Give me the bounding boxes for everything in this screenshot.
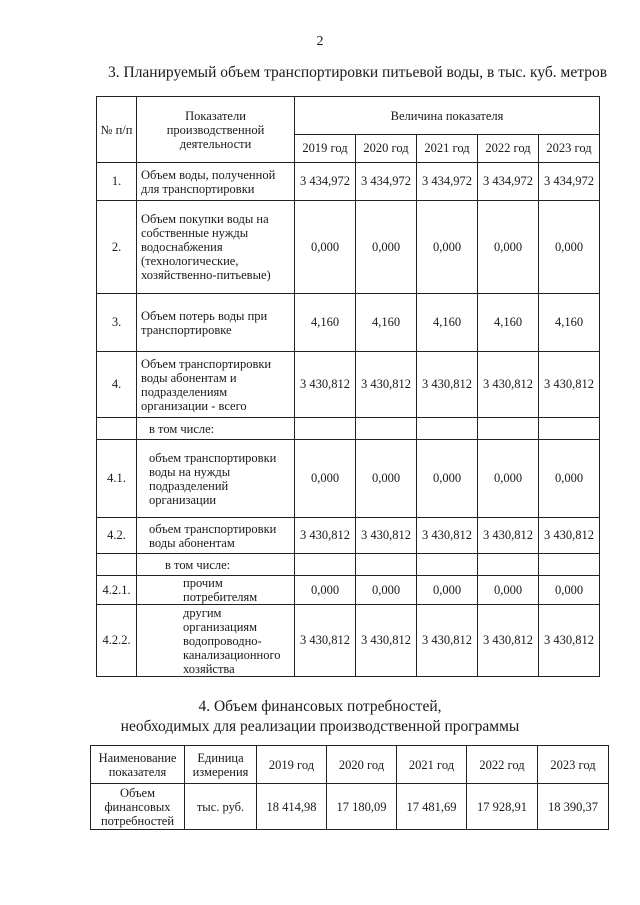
- row-num: 4.2.2.: [97, 605, 137, 677]
- year-header: 2023 год: [538, 746, 609, 784]
- row-value: 3 430,812: [417, 605, 478, 677]
- row-value: 3 430,812: [295, 605, 356, 677]
- row-value: 3 430,812: [356, 352, 417, 418]
- row-num: 4.1.: [97, 440, 137, 518]
- header-indicator: Показатели производственной деятельности: [137, 97, 295, 163]
- row-name: Объем потерь воды при транспортировке: [137, 294, 295, 352]
- row-value: [539, 418, 600, 440]
- row-name: Объем финансовых потребностей: [91, 784, 185, 830]
- row-unit: тыс. руб.: [185, 784, 257, 830]
- row-value: 3 430,812: [295, 518, 356, 554]
- row-name: в том числе:: [137, 554, 295, 576]
- row-value: 0,000: [356, 576, 417, 605]
- row-value: 3 430,812: [539, 518, 600, 554]
- row-value: 0,000: [417, 201, 478, 294]
- row-num: [97, 418, 137, 440]
- financial-needs-table: [90, 745, 609, 830]
- row-value: 0,000: [539, 201, 600, 294]
- row-name: в том числе:: [137, 418, 295, 440]
- table-row: [97, 418, 600, 440]
- row-name: Объем покупки воды на собственные нужды водоснабжения (технологические, хозяйственно-питьевые): [137, 201, 295, 294]
- row-value: [295, 418, 356, 440]
- year-header: 2021 год: [417, 135, 478, 163]
- row-value: [356, 554, 417, 576]
- row-value: 0,000: [417, 440, 478, 518]
- row-value: 0,000: [478, 576, 539, 605]
- table-row: [97, 163, 600, 201]
- row-value: [539, 554, 600, 576]
- row-value: [478, 554, 539, 576]
- row-value: 3 430,812: [478, 352, 539, 418]
- year-header: 2022 год: [478, 135, 539, 163]
- row-value: 3 430,812: [539, 352, 600, 418]
- row-name: Объем воды, полученной для транспортировки: [137, 163, 295, 201]
- row-value: [417, 418, 478, 440]
- row-value: 0,000: [356, 440, 417, 518]
- year-header: 2022 год: [467, 746, 538, 784]
- row-name: прочим потребителям: [137, 576, 295, 605]
- row-name: другим организациям водопроводно-канализационного хозяйства: [137, 605, 295, 677]
- row-value: 17 481,69: [397, 784, 467, 830]
- header-unit: Единица измерения: [185, 746, 257, 784]
- section4-title: [0, 697, 640, 737]
- row-value: [417, 554, 478, 576]
- row-value: 3 434,972: [295, 163, 356, 201]
- row-value: [295, 554, 356, 576]
- row-num: [97, 554, 137, 576]
- row-value: 0,000: [539, 440, 600, 518]
- row-value: 3 430,812: [417, 518, 478, 554]
- row-value: 0,000: [295, 576, 356, 605]
- row-value: 4,160: [417, 294, 478, 352]
- row-value: 3 434,972: [478, 163, 539, 201]
- row-value: 0,000: [478, 440, 539, 518]
- row-value: 4,160: [478, 294, 539, 352]
- row-value: 4,160: [295, 294, 356, 352]
- row-value: 3 434,972: [539, 163, 600, 201]
- row-value: 3 430,812: [478, 605, 539, 677]
- section4-title-line2: необходимых для реализации производственной программы: [120, 718, 520, 735]
- table-row: [97, 440, 600, 518]
- year-header: 2021 год: [397, 746, 467, 784]
- row-value: 3 434,972: [417, 163, 478, 201]
- row-value: 3 430,812: [478, 518, 539, 554]
- table-row: [97, 576, 600, 605]
- row-value: [356, 418, 417, 440]
- row-value: 3 430,812: [417, 352, 478, 418]
- transport-volume-table: [96, 96, 600, 677]
- row-num: 3.: [97, 294, 137, 352]
- row-num: 2.: [97, 201, 137, 294]
- table-row: [91, 784, 609, 830]
- row-value: 0,000: [295, 440, 356, 518]
- row-value: 3 430,812: [295, 352, 356, 418]
- year-header: 2019 год: [257, 746, 327, 784]
- table-row: [97, 201, 600, 294]
- header-name: Наименование показателя: [91, 746, 185, 784]
- table-row: [97, 352, 600, 418]
- row-value: 18 390,37: [538, 784, 609, 830]
- row-value: 0,000: [417, 576, 478, 605]
- row-num: 4.: [97, 352, 137, 418]
- row-value: 17 928,91: [467, 784, 538, 830]
- row-name: объем транспортировки воды абонентам: [137, 518, 295, 554]
- year-header: 2020 год: [327, 746, 397, 784]
- row-name: объем транспортировки воды на нужды подразделений организации: [137, 440, 295, 518]
- row-value: 3 434,972: [356, 163, 417, 201]
- row-name: Объем транспортировки воды абонентам и подразделениям организации - всего: [137, 352, 295, 418]
- section4-title-line1: 4. Объем финансовых потребностей,: [198, 698, 442, 715]
- row-value: 4,160: [539, 294, 600, 352]
- header-num: № п/п: [97, 97, 137, 163]
- row-value: 3 430,812: [356, 605, 417, 677]
- row-value: 3 430,812: [356, 518, 417, 554]
- row-value: 0,000: [295, 201, 356, 294]
- year-header: 2019 год: [295, 135, 356, 163]
- year-header: 2020 год: [356, 135, 417, 163]
- row-num: 1.: [97, 163, 137, 201]
- row-value: 3 430,812: [539, 605, 600, 677]
- header-value-group: Величина показателя: [295, 97, 600, 135]
- row-value: 18 414,98: [257, 784, 327, 830]
- row-value: 0,000: [356, 201, 417, 294]
- row-value: 4,160: [356, 294, 417, 352]
- table-row: [97, 554, 600, 576]
- year-header: 2023 год: [539, 135, 600, 163]
- row-value: 0,000: [539, 576, 600, 605]
- table-row: [97, 518, 600, 554]
- row-num: 4.2.1.: [97, 576, 137, 605]
- section3-title: 3. Планируемый объем транспортировки питьевой воды, в тыс. куб. метров: [108, 64, 608, 81]
- row-num: 4.2.: [97, 518, 137, 554]
- page-number: 2: [316, 34, 324, 49]
- row-value: 17 180,09: [327, 784, 397, 830]
- table-row: [97, 294, 600, 352]
- table-row: [97, 605, 600, 677]
- row-value: [478, 418, 539, 440]
- row-value: 0,000: [478, 201, 539, 294]
